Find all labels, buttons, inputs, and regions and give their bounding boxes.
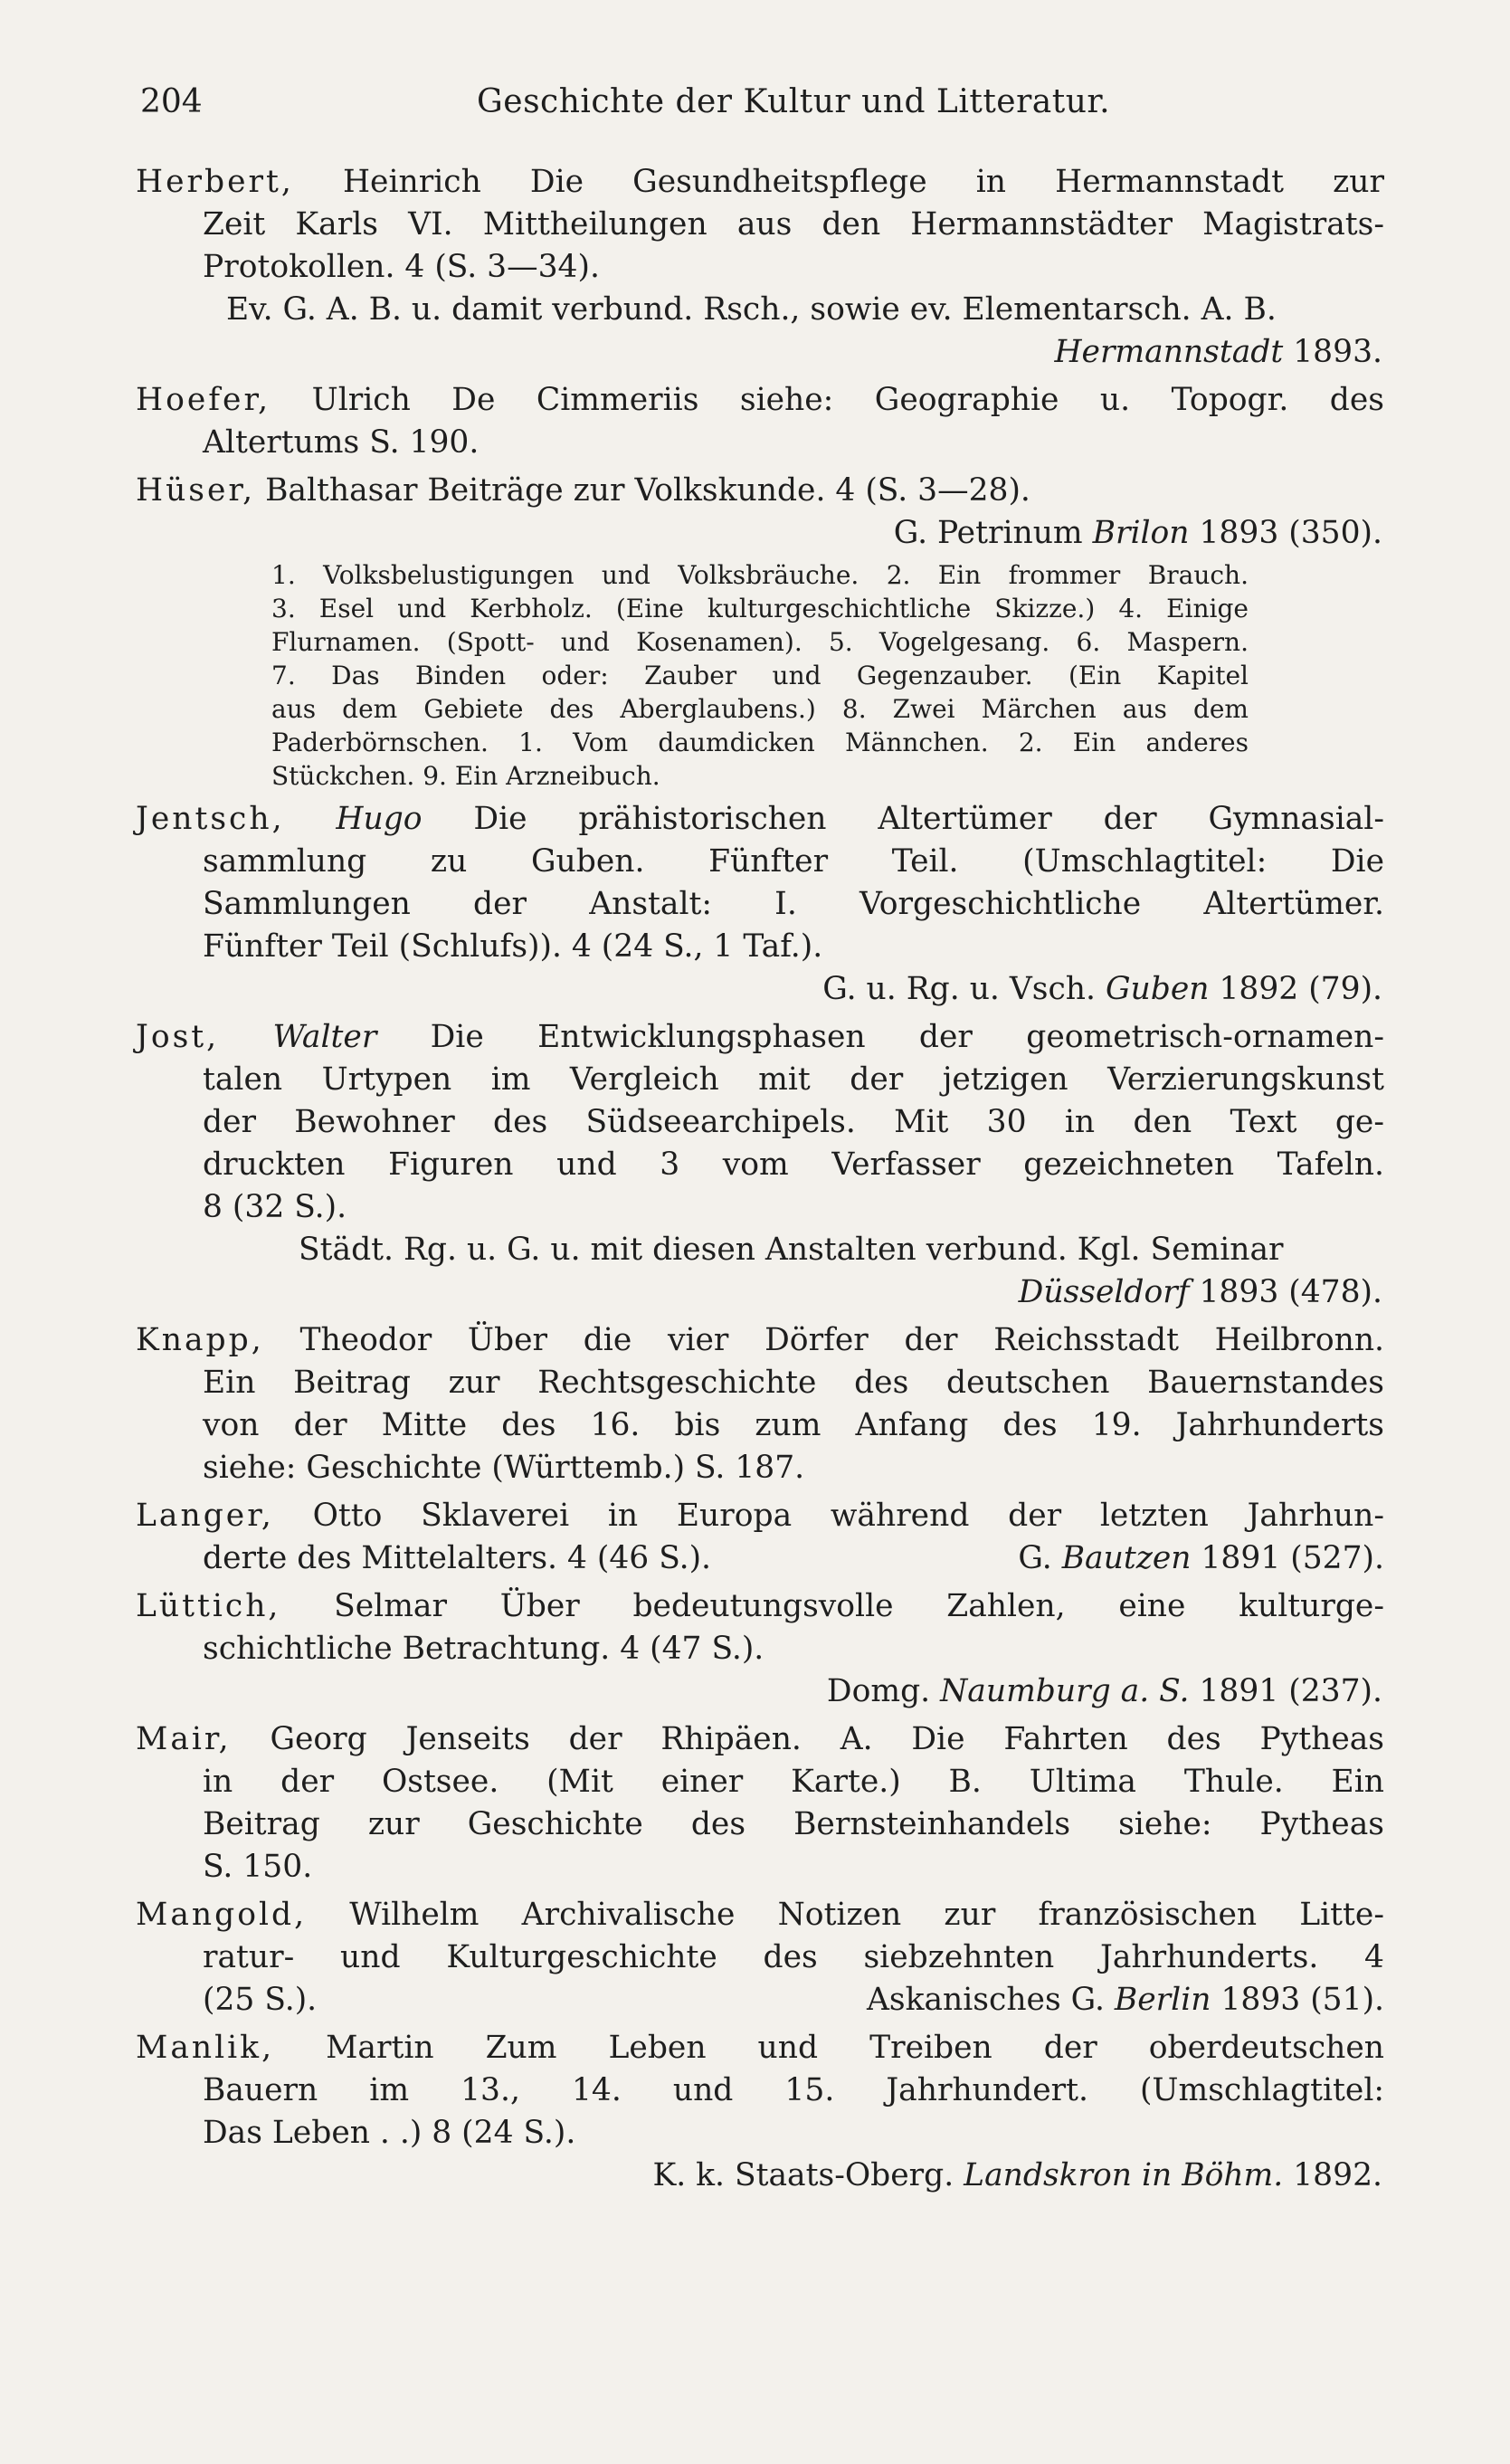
- text-line: G.: [1018, 1540, 1052, 1576]
- text-line: 3. Esel und Kerbholz. (Eine kulturgeschichtliche Skizze.) 4. Einige: [271, 594, 1249, 623]
- text-line: Paderbörnschen. 1. Vom daumdicken Männchen. 2. Ein anderes: [271, 728, 1249, 757]
- entry-mair: [136, 1718, 1384, 1888]
- text-line: von der Mitte des 16. bis zum Anfang des 19. Jahrhunderts: [203, 1407, 1384, 1443]
- text-line: Ein Beitrag zur Rechtsgeschichte des deutschen Bauernstandes: [203, 1365, 1384, 1401]
- text-line: 7. Das Binden oder: Zauber und Gegenzauber. (Ein Kapitel: [271, 661, 1249, 690]
- entry-knapp: [136, 1319, 1384, 1489]
- publication-info: [1018, 1537, 1384, 1580]
- entry-langer: [136, 1495, 1384, 1580]
- text-line: Stückchen. 9. Ein Arzneibuch.: [271, 761, 660, 791]
- text-line: Das Leben . .) 8 (24 S.).: [203, 2115, 576, 2151]
- text-line: Wilhelm Archivalische Notizen zur französischen Litte-: [349, 1897, 1384, 1933]
- text-line: 1893 (51).: [1220, 1982, 1384, 2018]
- entry-herbert: [136, 161, 1384, 374]
- publication-info: [136, 1271, 1384, 1314]
- author-name: Manlik,: [136, 2030, 275, 2066]
- contents-note: [136, 558, 1384, 793]
- entry-luettich: [136, 1585, 1384, 1713]
- text-line: S. 150.: [203, 1849, 313, 1885]
- text-line: aus dem Gebiete des Aberglaubens.) 8. Zwei Märchen aus dem: [271, 694, 1249, 724]
- text-line: Brilon: [1092, 515, 1190, 551]
- text-line: Hermannstadt: [1054, 334, 1284, 370]
- text-line: Askanisches G.: [866, 1982, 1105, 2018]
- text-line: 1892.: [1293, 2157, 1382, 2193]
- text-line: Georg Jenseits der Rhipäen. A. Die Fahrten des Pytheas: [270, 1721, 1385, 1757]
- text-line: 1. Volksbelustigungen und Volksbräuche. 2. Ein frommer Brauch.: [271, 560, 1249, 590]
- text-line: Altertums S. 190.: [203, 424, 480, 461]
- text-line: 8 (32 S.).: [203, 1189, 347, 1225]
- text-line: siehe: Geschichte (Württemb.) S. 187.: [203, 1450, 805, 1486]
- text-line: Protokollen. 4 (S. 3—34).: [203, 249, 600, 285]
- page-number: 204: [140, 83, 203, 120]
- text-line: in der Ostsee. (Mit einer Karte.) B. Ultima Thule. Ein: [203, 1764, 1384, 1800]
- text-line: 1892 (79).: [1219, 971, 1382, 1007]
- text-line: druckten Figuren und 3 vom Verfasser gezeichneten Tafeln.: [203, 1146, 1384, 1183]
- author-name: Lüttich,: [136, 1588, 281, 1624]
- author-name: Herbert,: [136, 164, 294, 200]
- text-line: schichtliche Betrachtung. 4 (47 S.).: [203, 1631, 764, 1667]
- text-line: (25 S.).: [203, 1982, 318, 2018]
- text-line: Naumburg a. S.: [940, 1673, 1190, 1709]
- author-name: Jentsch,: [136, 801, 285, 837]
- text-line: K. k. Staats-Oberg.: [652, 2157, 954, 2193]
- text-line: Balthasar Beiträge zur Volkskunde. 4 (S. 3—28).: [265, 472, 1030, 509]
- publication-info: [136, 2155, 1384, 2197]
- text-line: 1893 (350).: [1199, 515, 1382, 551]
- text-line: Beitrag zur Geschichte des Bernsteinhandels siehe: Pytheas: [203, 1806, 1384, 1842]
- text-line: Domg.: [826, 1673, 931, 1709]
- text-line: Die Entwicklungsphasen der geometrisch-ornamen-: [430, 1019, 1384, 1055]
- text-line: Zeit Karls VI. Mittheilungen aus den Hermannstädter Magistrats-: [203, 206, 1384, 243]
- text-line: Bauern im 13., 14. und 15. Jahrhundert. (Umschlagtitel:: [203, 2072, 1384, 2108]
- text-line: 1893 (478).: [1199, 1274, 1382, 1310]
- author-name: Langer,: [136, 1498, 274, 1534]
- text-line: Theodor Über die vier Dörfer der Reichsstadt Heilbronn.: [299, 1322, 1385, 1358]
- text-line: Landskron in Böhm.: [964, 2157, 1284, 2193]
- bibliography-list: [136, 161, 1384, 2202]
- author-name: Mangold,: [136, 1897, 308, 1933]
- text-line: der Bewohner des Südseearchipels. Mit 30 in den Text ge-: [203, 1104, 1384, 1140]
- text-line: Flurnamen. (Spott- und Kosenamen). 5. Vogelgesang. 6. Maspern.: [271, 627, 1249, 657]
- entry-jost: [136, 1016, 1384, 1314]
- publication-info: [136, 968, 1384, 1011]
- text-line: Otto Sklaverei in Europa während der letzten Jahrhun-: [312, 1498, 1384, 1534]
- text-line: G. u. Rg. u. Vsch.: [822, 971, 1096, 1007]
- text-line: Die prähistorischen Altertümer der Gymnasial-: [473, 801, 1384, 837]
- text-line: derte des Mittelalters. 4 (46 S.).: [203, 1540, 712, 1576]
- text-line: Städt. Rg. u. G. u. mit diesen Anstalten verbund. Kgl. Seminar: [299, 1232, 1284, 1268]
- text-line: Selmar Über bedeutungsvolle Zahlen, eine kulturge-: [334, 1588, 1385, 1624]
- text-line: 1891 (527).: [1201, 1540, 1384, 1576]
- text-line: sammlung zu Guben. Fünfter Teil. (Umschlagtitel: Die: [203, 843, 1384, 880]
- text-line: Walter: [272, 1019, 377, 1055]
- text-line: Ulrich De Cimmeriis siehe: Geographie u. Topogr. des: [311, 382, 1385, 418]
- text-line: Bautzen: [1061, 1540, 1192, 1576]
- running-title: Geschichte der Kultur und Litteratur.: [477, 83, 1111, 120]
- publication-info: [136, 331, 1384, 374]
- text-line: Guben: [1105, 971, 1210, 1007]
- author-name: Hoefer,: [136, 382, 271, 418]
- text-line: ratur- und Kulturgeschichte des siebzehnten Jahrhunderts. 4: [203, 1939, 1384, 1975]
- publication-info: [136, 512, 1384, 555]
- text-line: Fünfter Teil (Schlufs)). 4 (24 S., 1 Taf.).: [203, 928, 823, 965]
- text-line: Sammlungen der Anstalt: I. Vorgeschichtliche Altertümer.: [203, 886, 1384, 922]
- entry-hueser: [136, 470, 1384, 793]
- entry-jentsch: [136, 798, 1384, 1011]
- entry-hoefer: [136, 379, 1384, 464]
- author-name: Jost,: [136, 1019, 220, 1055]
- text-line: Düsseldorf: [1018, 1274, 1190, 1310]
- text-line: talen Urtypen im Vergleich mit der jetzigen Verzierungskunst: [203, 1061, 1384, 1098]
- author-name: Mair,: [136, 1721, 232, 1757]
- page-header: [140, 83, 1371, 128]
- entry-mangold: [136, 1894, 1384, 2022]
- text-line: Heinrich Die Gesundheitspflege in Hermannstadt zur: [342, 164, 1384, 200]
- text-line: Berlin: [1114, 1982, 1211, 2018]
- publication-info: [867, 1979, 1384, 2022]
- author-name: Knapp,: [136, 1322, 264, 1358]
- text-line: Ev. G. A. B. u. damit verbund. Rsch., sowie ev. Elementarsch. A. B.: [226, 291, 1277, 328]
- entry-manlik: [136, 2027, 1384, 2197]
- publication-info: [136, 1670, 1384, 1713]
- text-line: 1891 (237).: [1199, 1673, 1382, 1709]
- text-line: Hugo: [336, 801, 423, 837]
- author-name: Hüser,: [136, 472, 256, 509]
- text-line: G. Petrinum: [893, 515, 1083, 551]
- text-line: Martin Zum Leben und Treiben der oberdeutschen: [326, 2030, 1385, 2066]
- text-line: 1893.: [1293, 334, 1382, 370]
